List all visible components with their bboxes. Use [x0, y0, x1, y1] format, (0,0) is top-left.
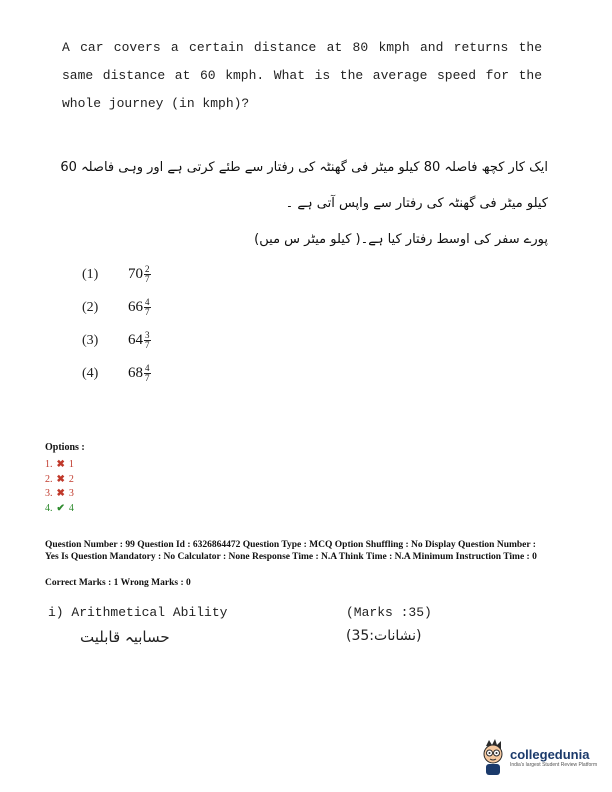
marks-info: Correct Marks : 1 Wrong Marks : 0 — [45, 578, 191, 588]
question-english: A car covers a certain distance at 80 kmph and returns the same distance at 60 kmph. What is the average speed for the whole journey (in kmph)? — [62, 40, 542, 111]
cross-icon: ✖ — [56, 488, 65, 499]
options-label: Options : — [45, 442, 85, 453]
choice-fraction — [144, 298, 151, 317]
answer-value: 4 — [68, 502, 74, 514]
choice-fraction — [144, 331, 151, 350]
choice-value — [128, 331, 151, 350]
brand-tagline: India's largest Student Review Platform — [510, 761, 598, 768]
choice-number: (2) — [82, 299, 99, 315]
choice-whole: 68 — [128, 365, 143, 381]
fraction-numerator: 2 — [145, 264, 150, 274]
choice-number: (4) — [82, 365, 99, 381]
choice-list — [82, 258, 151, 390]
section-marks-urdu: (نشانات:35) — [346, 628, 422, 644]
cross-icon: ✖ — [56, 473, 65, 485]
fraction-denominator: 7 — [145, 340, 150, 350]
choice-fraction — [144, 364, 151, 383]
answer-index: 4. — [45, 502, 53, 514]
choice-value — [128, 265, 151, 284]
collegedunia-logo — [478, 738, 597, 778]
choice-number: (1) — [82, 266, 99, 282]
answer-option-1 — [45, 458, 74, 473]
choice-value — [128, 364, 151, 383]
choice-whole: 70 — [128, 266, 143, 282]
question-urdu-line-1: ایک کار کچھ فاصلہ 80 کیلو میٹر فی گھنٹہ کی رفتار سے طئے کرتی ہے اور وہی فاصلہ 60 کیلو میٹر فی گھنٹہ کی رفتار سے واپس آتی ہے ۔ — [60, 160, 548, 211]
fraction-numerator: 3 — [145, 330, 150, 340]
check-icon: ✔ — [56, 502, 65, 514]
question-metadata: Question Number : 99 Question Id : 6326864472 Question Type : MCQ Option Shuffling : No Display Question Number : Yes Is Question Mandatory : No Calculator : None Response Time : N.A Think Time : N.A Minimum Instruction Time : 0 — [45, 540, 537, 562]
answer-value: 1 — [68, 459, 74, 470]
answer-index: 1. — [45, 459, 53, 470]
choice-fraction — [144, 265, 151, 284]
section-title-urdu: حسابیہ قابلیت — [80, 628, 170, 646]
fraction-denominator: 7 — [145, 307, 150, 317]
choice-whole: 66 — [128, 299, 143, 315]
fraction-denominator: 7 — [145, 373, 150, 383]
question-urdu-line-2: پورے سفر کی اوسط رفتار کیا ہے۔( کیلو میٹر س میں) — [254, 232, 548, 247]
mascot-icon — [478, 738, 508, 778]
fraction-denominator: 7 — [145, 274, 150, 284]
brand-name: collegedunia — [510, 746, 590, 762]
answer-options — [45, 458, 74, 516]
answer-option-2 — [45, 473, 74, 488]
fraction-numerator: 4 — [145, 297, 150, 307]
choice-1 — [82, 258, 151, 291]
choice-value — [128, 298, 151, 317]
answer-index: 3. — [45, 488, 53, 499]
choice-number: (3) — [82, 332, 99, 348]
section-marks-english: (Marks :35) — [346, 605, 432, 620]
choice-3 — [82, 324, 151, 357]
cross-icon: ✖ — [56, 459, 65, 470]
choice-2 — [82, 291, 151, 324]
section-title-english: i) Arithmetical Ability — [48, 605, 228, 620]
question-urdu — [48, 150, 548, 258]
answer-option-4 — [45, 502, 74, 517]
answer-option-3 — [45, 487, 74, 502]
fraction-numerator: 4 — [145, 363, 150, 373]
choice-4 — [82, 357, 151, 390]
answer-value: 3 — [68, 488, 74, 499]
answer-value: 2 — [68, 473, 74, 485]
choice-whole: 64 — [128, 332, 143, 348]
answer-index: 2. — [45, 473, 53, 485]
